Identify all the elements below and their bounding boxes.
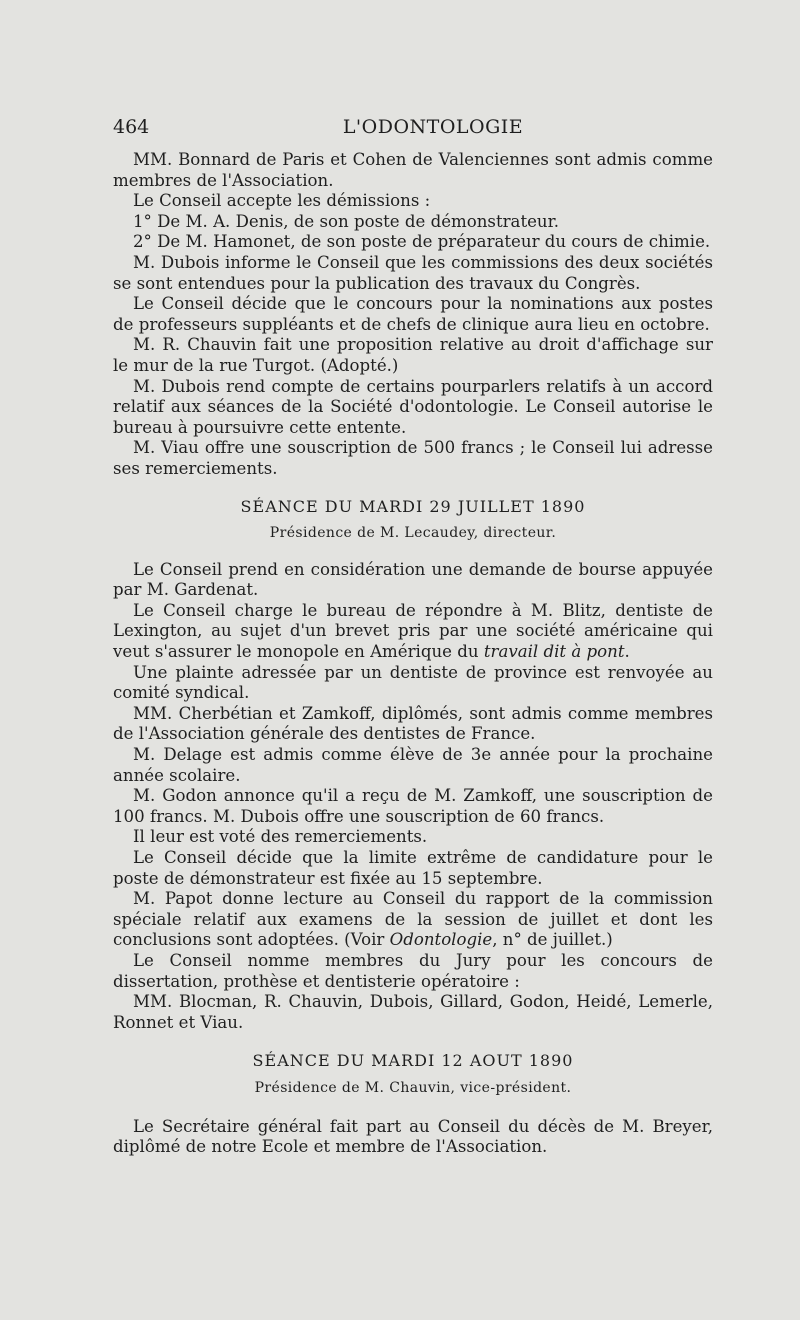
paragraph: MM. Blocman, R. Chauvin, Dubois, Gillard, Godon, Heidé, Lemerle, Ronnet et Viau.: [113, 992, 713, 1032]
page-body: [113, 150, 713, 1158]
presidence-line: Présidence de M. Chauvin, vice-président.: [254, 1079, 572, 1096]
text-run: , n° de juillet.): [492, 930, 613, 950]
paragraph: M. R. Chauvin fait une proposition relative au droit d'affichage sur le mur de la rue Turgot. (Adopté.): [113, 335, 713, 375]
text-run: Le Conseil charge le bureau de répondre à M. Blitz, dentiste de Lexington, au sujet d'un brevet pris par une société américaine qui veut s'assurer le monopole en Amérique du: [113, 600, 713, 662]
paragraph: Le Conseil décide que la limite extrême de candidature pour le poste de démonstrateur est fixée au 15 septembre.: [113, 848, 713, 888]
italic-run: travail dit à pont: [483, 642, 625, 662]
paragraph: M. Delage est admis comme élève de 3e année pour la prochaine année scolaire.: [113, 745, 713, 785]
italic-run: Odontologie: [389, 930, 493, 950]
paragraph: 2° De M. Hamonet, de son poste de préparateur du cours de chimie.: [133, 232, 711, 252]
paragraph: M. Godon annonce qu'il a reçu de M. Zamkoff, une souscription de 100 francs. M. Dubois offre une souscription de 60 francs.: [113, 786, 713, 826]
paragraph: Une plainte adressée par un dentiste de province est renvoyée au comité syndical.: [113, 662, 713, 703]
paragraph: MM. Bonnard de Paris et Cohen de Valenciennes sont admis comme membres de l'Association.: [113, 150, 713, 190]
paragraph: 1° De M. A. Denis, de son poste de démonstrateur.: [133, 211, 560, 231]
paragraph: M. Viau offre une souscription de 500 francs ; le Conseil lui adresse ses remerciements.: [113, 438, 713, 478]
running-title: L'ODONTOLOGIE: [342, 116, 524, 138]
paragraph: Le Conseil prend en considération une demande de bourse appuyée par M. Gardenat.: [113, 559, 713, 600]
text-run: .: [624, 642, 630, 662]
paragraph: MM. Cherbétian et Zamkoff, diplômés, sont admis comme membres de l'Association générale des dentistes de France.: [113, 703, 713, 744]
paragraph: [113, 889, 713, 951]
section-heading: SÉANCE DU MARDI 29 JUILLET 1890: [240, 496, 586, 516]
page-number: 464: [113, 116, 150, 138]
paragraph: Il leur est voté des remerciements.: [133, 827, 428, 847]
text-run: M. Papot donne lecture au Conseil du rapport de la commission spéciale relatif aux examens de la session de juillet et dont les conclusions sont adoptées. (Voir: [113, 889, 713, 950]
paragraph: M. Dubois rend compte de certains pourparlers relatifs à un accord relatif aux séances de la Société d'odontologie. Le Conseil autorise le bureau à poursuivre cette entente.: [113, 376, 713, 437]
page-header: [113, 116, 713, 140]
paragraph: [113, 601, 713, 663]
paragraph: Le Conseil accepte les démissions :: [133, 191, 431, 211]
presidence-line: Présidence de M. Lecaudey, directeur.: [269, 525, 557, 542]
section-heading: SÉANCE DU MARDI 12 AOUT 1890: [252, 1051, 574, 1071]
paragraph: M. Dubois informe le Conseil que les commissions des deux sociétés se sont entendues pour la publication des travaux du Congrès.: [113, 252, 713, 293]
paragraph: Le Conseil nomme membres du Jury pour les concours de dissertation, prothèse et dentisterie opératoire :: [113, 950, 713, 991]
paragraph: Le Conseil décide que le concours pour la nominations aux postes de professeurs suppléants et de chefs de clinique aura lieu en octobre.: [113, 294, 713, 334]
paragraph: Le Secrétaire général fait part au Conseil du décès de M. Breyer, diplômé de notre Ecole et membre de l'Association.: [113, 1116, 713, 1157]
